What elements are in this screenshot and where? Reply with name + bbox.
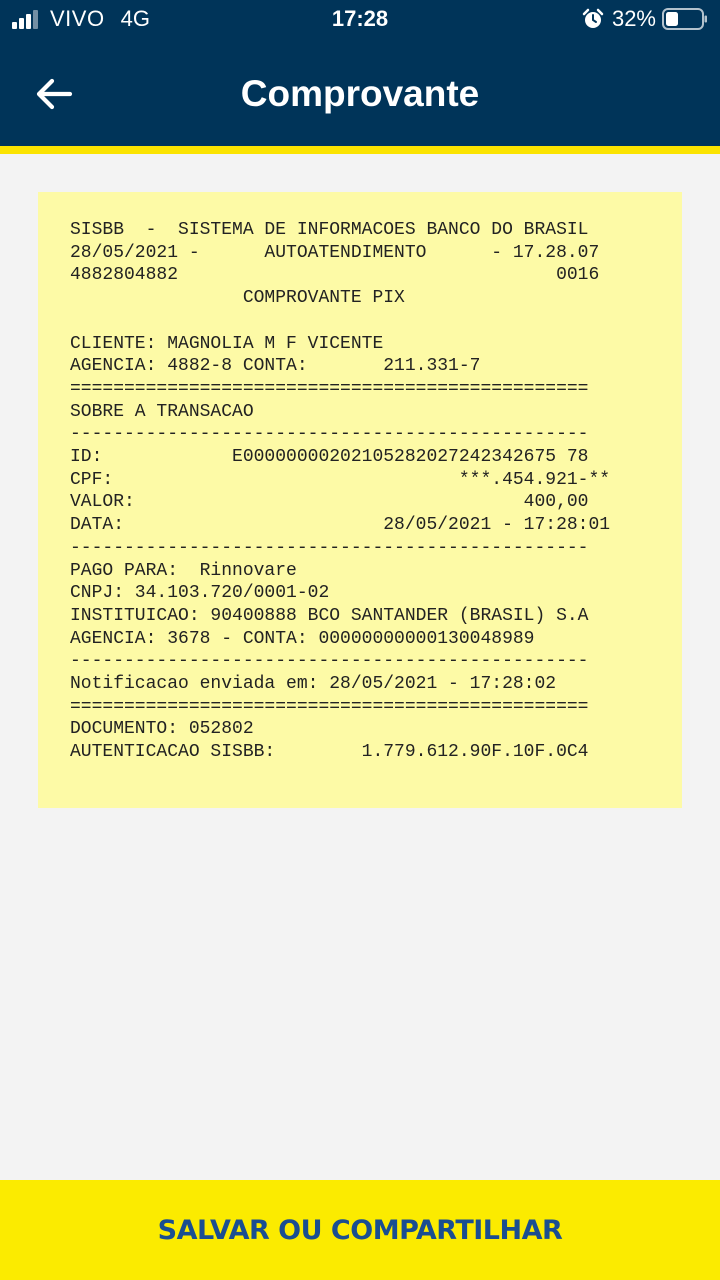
receipt-line: PAGO PARA: Rinnovare <box>70 560 297 581</box>
receipt-line: SISBB - SISTEMA DE INFORMACOES BANCO DO BRASIL <box>70 220 589 240</box>
pix-receipt <box>38 192 682 808</box>
carrier-name: VIVO <box>50 6 105 31</box>
receipt-line: ID: E00000000202105282027242342675 78 <box>70 447 589 468</box>
receipt-line: ================================================ <box>70 378 589 399</box>
header-accent-stripe <box>0 146 720 154</box>
status-right <box>582 6 708 32</box>
save-or-share-button[interactable] <box>0 1180 720 1280</box>
receipt-line: ------------------------------------------------ <box>70 651 589 672</box>
receipt-line: VALOR: 400,00 <box>70 492 589 513</box>
receipt-line: DATA: 28/05/2021 - 17:28:01 <box>70 515 611 536</box>
receipt-text <box>70 219 650 764</box>
status-bar <box>0 0 720 40</box>
receipt-line: Notificacao enviada em: 28/05/2021 - 17:28:02 <box>70 674 557 695</box>
receipt-line: AGENCIA: 4882-8 CONTA: 211.331-7 <box>70 356 481 377</box>
page-title: Comprovante <box>240 73 480 114</box>
receipt-line: CNPJ: 34.103.720/0001-02 <box>70 583 330 604</box>
receipt-line: ================================================ <box>70 696 589 717</box>
status-time: 17:28 <box>331 6 389 31</box>
battery-percent: 32% <box>611 6 656 31</box>
receipt-line: CLIENTE: MAGNOLIA M F VICENTE <box>70 333 384 354</box>
receipt-line: ------------------------------------------------ <box>70 537 589 558</box>
battery-icon <box>662 8 708 30</box>
receipt-line: SOBRE A TRANSACAO <box>70 401 254 422</box>
receipt-line: INSTITUICAO: 90400888 BCO SANTANDER (BRASIL) S.A <box>70 605 589 626</box>
receipt-line: 4882804882 0016 <box>70 265 600 286</box>
network-type: 4G <box>120 6 150 31</box>
alarm-clock-icon <box>582 8 604 30</box>
receipt-line: ------------------------------------------------ <box>70 424 589 445</box>
receipt-line: AGENCIA: 3678 - CONTA: 00000000000130048989 <box>70 628 535 649</box>
app-bar <box>0 40 720 146</box>
receipt-line: 28/05/2021 - AUTOATENDIMENTO - 17.28.07 <box>70 242 600 263</box>
save-or-share-label: SALVAR OU COMPARTILHAR <box>157 1214 563 1246</box>
receipt-line: DOCUMENTO: 052802 <box>70 719 254 740</box>
receipt-line: CPF: ***.454.921-** <box>70 469 611 490</box>
receipt-line: COMPROVANTE PIX <box>70 288 405 309</box>
receipt-line: AUTENTICACAO SISBB: 1.779.612.90F.10F.0C4 <box>70 742 589 763</box>
